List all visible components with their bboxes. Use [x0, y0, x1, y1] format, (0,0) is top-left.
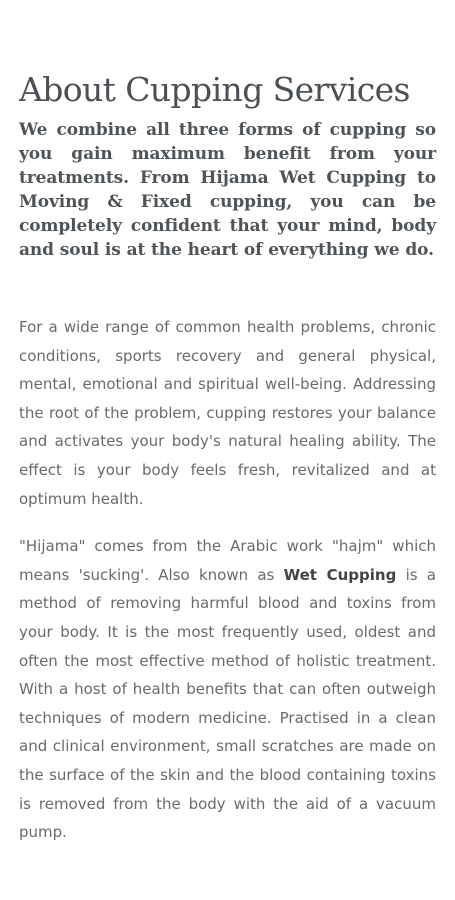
lead-paragraph: We combine all three forms of cupping so you gain maximum benefit from your treatments. From Hijama Wet Cupping to Moving & Fixed cupping, you can be completely confident that your mind, body and soul is at the heart of everything we do. — [19, 120, 436, 260]
hijama-text-before: "Hijama" comes from the Arabic work "hajm" which means 'sucking'. Also known as — [19, 537, 436, 584]
wet-cupping-emphasis: Wet Cupping — [283, 565, 397, 584]
hijama-text-after: is a method of removing harmful blood and toxins from your body. It is the most frequently used, oldest and often the most effective method of holistic treatment. With a host of health benefits that can often outweigh techniques of modern medicine. Practised in a clean and clinical environment, small scratches are made on the surface of the skin and the blood containing toxins is removed from the body with the aid of a vacuum pump. — [19, 565, 436, 842]
body-paragraph-hijama — [19, 532, 436, 847]
page-title: About Cupping Services — [19, 70, 410, 109]
body-paragraph-health-problems: For a wide range of common health problems, chronic conditions, sports recovery and general physical, mental, emotional and spiritual well-being. Addressing the root of the problem, cupping restores your balance and activates your body's natural healing ability. The effect is your body feels fresh, revitalized and at optimum health. — [19, 318, 436, 508]
